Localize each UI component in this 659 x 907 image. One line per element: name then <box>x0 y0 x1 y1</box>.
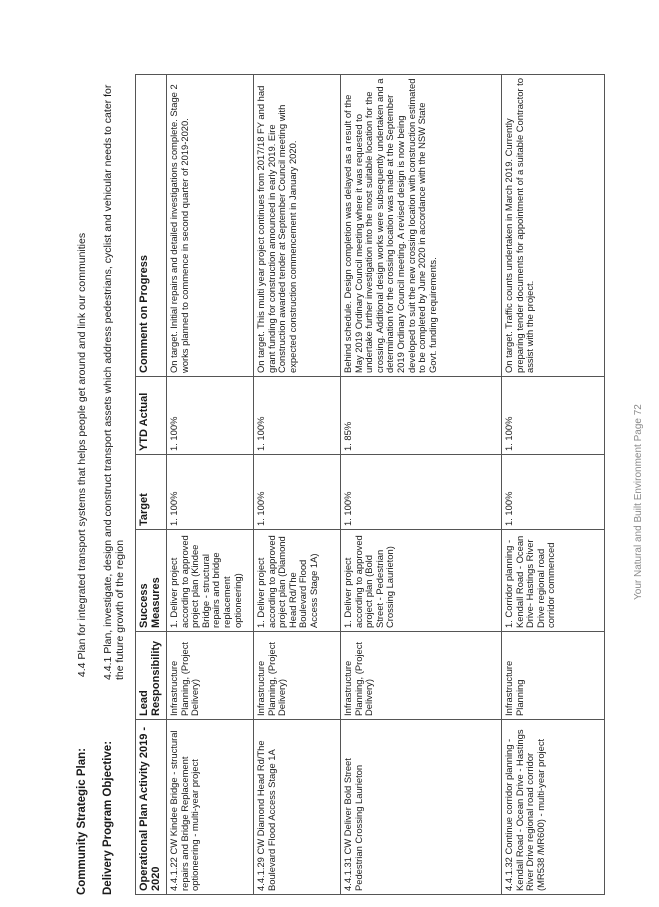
cell-comment: On target. This multi year project continues from 2017/18 FY and had grant funding for construction announced in early 2019. Eire Construction awarded tender at September Council meeting with expected construction commencement in January 2020. <box>254 75 341 377</box>
cell-target: 1. 100% <box>254 455 341 530</box>
header-comment: Comment on Progress <box>136 75 167 377</box>
cell-ytd: 1. 85% <box>341 377 502 455</box>
cell-activity: 4.4.1.31 CW Deliver Bold Street Pedestrian Crossing Laurieton <box>341 720 502 895</box>
cell-ytd: 1. 100% <box>502 377 605 455</box>
cell-target: 1. 100% <box>502 455 605 530</box>
cell-lead: Infrastructure Planning, (Project Delivery) <box>167 632 254 720</box>
cell-activity: 4.4.1.22 CW Kindee Bridge - structural repairs and Bridge Replacement optioneering - multi-year project <box>167 720 254 895</box>
csp-label: Community Strategic Plan: <box>76 748 88 895</box>
cell-comment: On target. Initial repairs and detailed investigations complete. Stage 2 works planned to commence in second quarter of 2019-2020. <box>167 75 254 377</box>
table-row <box>341 75 502 895</box>
cell-target: 1. 100% <box>341 455 502 530</box>
rotated-page-content <box>70 75 630 895</box>
table-row <box>502 75 605 895</box>
cell-success: 1. Deliver project according to approved project plan (Bold Street - Pedestrian Crossing Laurieton) <box>341 530 502 632</box>
dpo-text: 4.4.1 Plan, investigate, design and construct transport assets which address pedestrians, cyclist and vehicular needs to cater for the future growth of the region <box>102 84 126 680</box>
dpo-label: Delivery Program Objective: <box>102 740 114 895</box>
header-lead: Lead Responsibility <box>136 632 167 720</box>
header-target: Target <box>136 455 167 530</box>
header-success: Success Measures <box>136 530 167 632</box>
community-strategic-plan <box>76 75 88 895</box>
header-activity: Operational Plan Activity 2019 - 2020 <box>136 720 167 895</box>
cell-ytd: 1. 100% <box>167 377 254 455</box>
cell-lead: Infrastructure Planning, (Project Delivery) <box>254 632 341 720</box>
table-row <box>167 75 254 895</box>
header-ytd: YTD Actual <box>136 377 167 455</box>
cell-lead: Infrastructure Planning <box>502 632 605 720</box>
operational-plan-table <box>135 74 605 895</box>
cell-ytd: 1. 100% <box>254 377 341 455</box>
cell-comment: On target. Traffic counts undertaken in March 2019. Currently preparing tender documents for appointment of a suitable Contractor to assist with the project. <box>502 75 605 377</box>
cell-success: 1. Deliver project according to approved project plan (Kindee Bridge - structural repairs and bridge replacement optioneering) <box>167 530 254 632</box>
table-header-row <box>136 75 167 895</box>
cell-activity: 4.4.1.32 Continue corridor planning - Kendall Road - Ocean Drive - Hastings River Drive regional road corridor (MR538 /MR600) - multi-year project <box>502 720 605 895</box>
cell-success: 1. Corridor planning - Kendall Road - Ocean Drive- Hastings River Drive regional road corridor commenced <box>502 530 605 632</box>
cell-activity: 4.4.1.29 CW Diamond Head Rd/The Boulevard Flood Access Stage 1A <box>254 720 341 895</box>
cell-lead: Infrastructure Planning, (Project Delivery) <box>341 632 502 720</box>
table-row <box>254 75 341 895</box>
cell-comment: Behind schedule. Design completion was delayed as a result of the May 2019 Ordinary Council meeting where it was requested to undertake further investigation into the most suitable location for the crossing. Additional design works were subsequently undertaken and a determination for the crossing location was made at the September 2019 Ordinary Council meeting. A revised design is now being developed to suit the new crossing location with construction estimated to be completed by June 2020 in accordance with the NSW State Govt. funding requirements. <box>341 75 502 377</box>
cell-success: 1. Deliver project according to approved project plan (Diamond Head Rd/The Boulevard Flood Access Stage 1A) <box>254 530 341 632</box>
page-footer: Your Natural and Built Environment Page 72 <box>633 404 644 600</box>
csp-text: 4.4 Plan for integrated transport systems that helps people get around and link our communities <box>76 232 88 678</box>
cell-target: 1. 100% <box>167 455 254 530</box>
